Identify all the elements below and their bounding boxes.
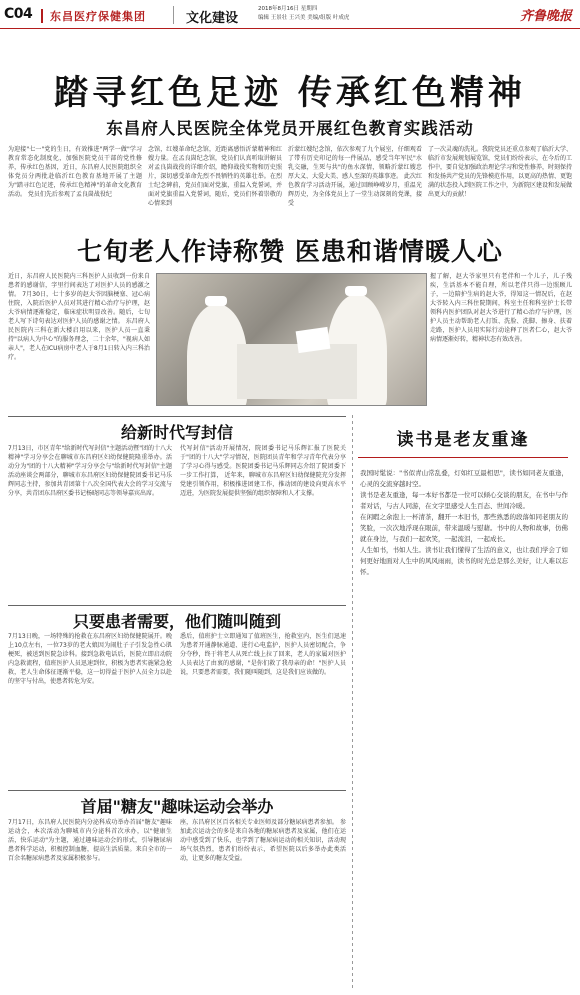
article4-col1: 7月13日晚，一场特殊的抢救在东昌府区妇幼保健院展开。晚上10点左右，一位73岁的老大娘因为闹肚子子引发急性心肌梗死，被送到医院急诊科。接到急救电话后，医院立即启动院内急救流程，值班医护人员迅速到位，积极为患者实施紧急抢救，老人生命体征逐渐平稳，这一切得益于医护人员全力以赴的坚守与付出，使患者转危为安。 [8, 633, 172, 685]
editors-line: 编辑 王景壮 王兴美 美编/组版 叶成虎 [258, 15, 350, 21]
article5-col1: 7月17日，东昌府人民医院内分泌科成功举办首届"糖友"趣味运动会，本次活动为聊城市内分泌科首次承办，以"健康生活，快乐运动"为主题，通过趣味运动会的形式，引导糖尿病患者科学运动，积极控制血糖，提高生活质量。来自全市的一百余名糖尿病患者及家属积极参与。 [8, 819, 172, 862]
article1-col1: 为迎接"七一"党的生日，有效推进"两学一做"学习教育常态化制度化，加强医院党员干部的党性修养，传承红色基因，近日，东昌府人民医院组织全体党员分两批赴临沂红色教育基地开展了主题为"踏寻红色足迹，传承红色精神"的革命文化教育活动。 党员们先后参观了孟良崮战役纪 [8, 146, 142, 198]
page-number: C04 [4, 6, 33, 22]
article6-title: 读书是老友重逢 [396, 430, 530, 450]
column-divider [352, 415, 353, 990]
article1-col3: 沂蒙红嫂纪念馆，依次参观了九个展室，仔细观看了带有历史印记的每一件展品，感受当年军民"水乳交融，生死与共"的鱼水深情，领略沂蒙红嫂忠厚大义、大爱大美、感人至深的英雄事迹。 此次红色教育学习活动开展，通过回顾峥嵘岁月，重温光辉历史，为全体党员上了一堂生动深刻的党课，接受 [288, 146, 422, 207]
article4-col2: 悉后，值班护士立即通知了值班医生，抢救室内，医生们迅速为患者开通静脉通道、进行心电监护，医护人员密切配合，争分夺秒，终于将老人从死亡线上拉了回来，老人的家属对医护人员表达了由衷的感谢，"是你们救了我母亲的命！"医护人员说，只要患者需要，我们随叫随到，这是我们应该做的。 [180, 633, 346, 676]
header-meta [258, 5, 349, 23]
article1-col4: 了一次灵魂的洗礼。我院党员还重点参观了临沂大学、临沂市发展规划展览馆，党员们纷纷表示，在今后的工作中，要自觉加强政治理论学习和党性修养，时刻保持和发扬共产党员的先锋模范作用，以更高的热情、更饱满的状态投入到医院工作之中，为新院区建设和发展做出更大的贡献！ [428, 146, 572, 198]
article2-left-col: 近日，东昌府人民医院内三科医护人员收到一份来自患者的感谢信，字里行间表达了对医护人员的感激之情。 7月30日，七十多岁的赵大爷因脑梗塞、冠心病住院，入院后医护人员对其进行精心治疗与护理，赵大爷病情逐渐稳定，临床症状明显改善。随后，七旬老人写下诗句表达对医护人员的感谢之情。 东昌府人民医院内三科在新大楼启用以来，医护人员一直秉持"以病人为中心"的服务理念，二十余年，"视病人如亲人"，老人在ICU病房中老人于8月1日转入内三科治疗。 [8, 273, 150, 361]
article6-title-rule [358, 457, 568, 458]
header-separator [173, 6, 174, 24]
divider [8, 790, 346, 791]
section-name: 文化建设 [186, 11, 239, 26]
article1-subtitle: 东昌府人民医院全体党员开展红色教育实践活动 [106, 119, 474, 138]
article5-title: 首届"糖友"趣味运动会举办 [80, 797, 274, 816]
article1-title: 踏寻红色足迹 传承红色精神 [54, 73, 526, 113]
article6-body: 我国时髦说："书似青山常乱叠，灯如红豆最相思"，读书如同老友重逢，心灵的交流穿越时空。 读书是老友重逢，每一本好书都是一位可以倾心交谈的朋友，在书中与作者对话，与古人同游，在文字里感受人生百态、世间冷暖。 在闲暇之余泡上一杯清茶，翻开一本旧书，那些熟悉的段落如同老朋友的笑脸，一次次地浮现在眼前，带来温暖与慰藉。书中的人物和故事，仿佛就在身边，与我们一起欢笑，一起流泪，一起成长。 人生如书，书如人生。读书让我们懂得了生活的意义，也让我们学会了如何更好地面对人生中的风风雨雨，读书的时光总是那么美好，让人难以忘怀。 [360, 469, 568, 576]
nurses-patient-photo [156, 273, 427, 406]
article2-title: 七旬老人作诗称赞 医患和谐情暖人心 [77, 237, 503, 266]
masthead-logo: 齐鲁晚报 [520, 9, 573, 24]
page-number-divider [41, 9, 43, 23]
article3-col1: 7月13日，市区青年"给新时代写封信"主题活动暨"团的十八大精神"学习分享会在聊城市东昌府区妇幼保健院隆重举办。活动分为"团的十八大精神"学习分享会与"给新时代写封信"主题活动座谈会两部分，聊城市东昌府区妇幼保健院团委书记马乐辉同志主持，参加共青团第十八次全国代表大会的学习交流与分享，共青团东昌府区委书记杨晓同志等领导嘉宾出席。 [8, 445, 172, 497]
article3-col2: 代写封信"活动开展情况，院团委书记马乐辉汇报了医院关于"团的十八大"学习情况，医院团员青年和学习青年代表分享了学习心得与感受。医院团委书记马乐辉同志介绍了院团委下一步工作打算， 近年来，聊城市东昌府区妇幼保健院充分发挥党建引领作用，积极推进团建工作，推动团的建设向更高水平迈进，为医院发展提供坚强的组织保障和人才支撑。 [180, 445, 346, 497]
hospital-name: 东昌医疗保健集团 [50, 10, 146, 23]
article3-title: 给新时代写封信 [120, 423, 233, 442]
divider [8, 416, 346, 417]
article4-title: 只要患者需要，他们随叫随到 [72, 612, 281, 631]
divider [8, 605, 346, 606]
article2-right-col: 握了解，赵大爷家里只有老伴和一个儿子，儿子残疾，生活基本不能自理，所以老伴只得一边照顾儿子，一边陪护生病的赵大爷，得知这一情况后，在赵大爷转入内三科住院期间，科室主任和科室护士长带领科内医护团队对赵大爷进行了精心治疗与护理，医护人员主动帮助老人打饭、洗脸、洗脚、擦身、扶着走路，医护人员用实际行动诠释了医者仁心，赵大爷病情逐渐好转，精神状态有效改善。 [430, 273, 572, 343]
article1-col2: 念馆，红嫂革命纪念馆，近距离感悟沂蒙精神和红嫂力量。在孟良崮纪念馆，党员们认真听取讲解员对孟良崮战役的详细介绍，瞻仰战役实物和历史照片，深切感受革命先烈不畏牺牲的英雄壮举。在烈士纪念碑前，党员们面对党旗，重温入党誓词，并面对党旗重温入党誓词，随后，党员们怀着崇敬的心情来到 [148, 146, 282, 207]
article5-col2: 座，东昌府区区百名相关专业医师及部分糖尿病患者参加。 参加此次运动会的多是来自各地的糖尿病患者及家属，他们在运动中感受到了快乐，也学到了糖尿病运动的相关知识，活动现场气氛热烈，患者们纷纷表示，希望医院以后多举办此类活动，让更多的糖友受益。 [180, 819, 346, 862]
date-line: 2018年8月16日 星期四 [258, 6, 318, 12]
